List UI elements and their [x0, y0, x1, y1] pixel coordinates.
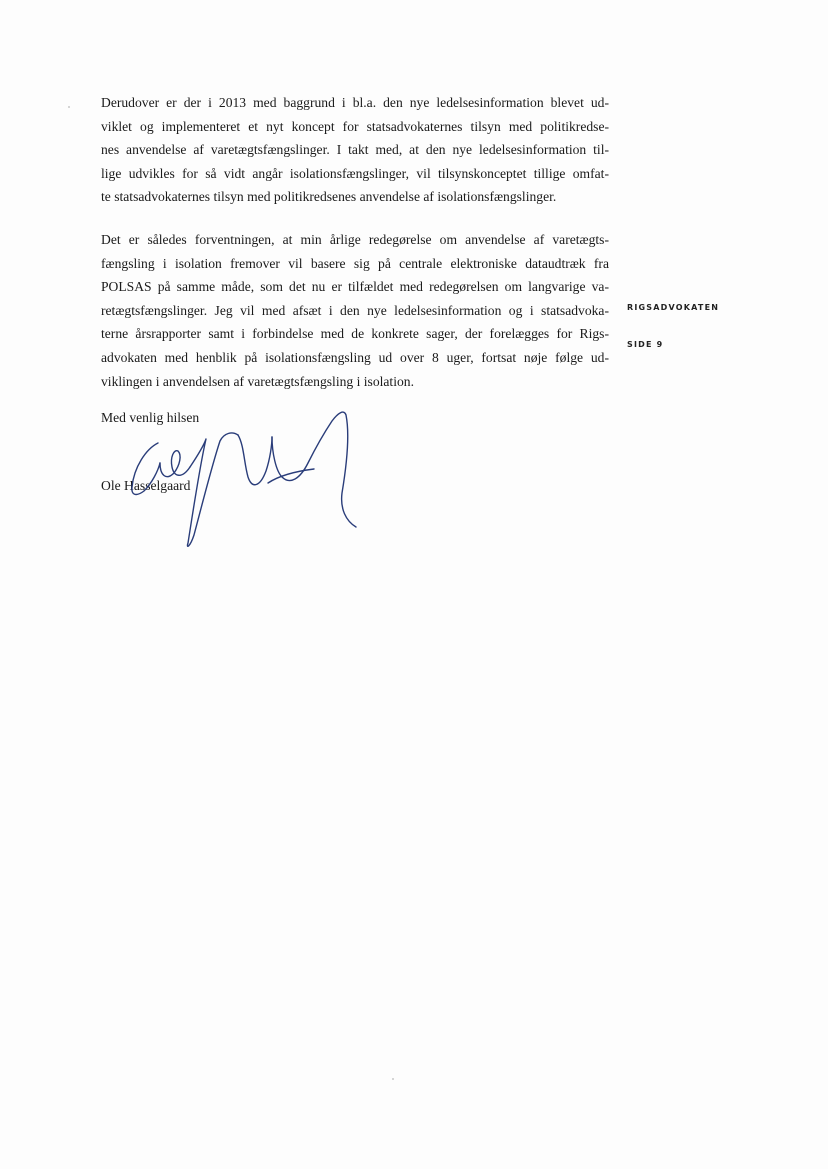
signer-last-name: Hasselgaard: [124, 478, 191, 493]
paragraph-line: nes anvendelse af varetægtsfængslinger. I takt med, at den nye ledelsesinformation til-: [101, 142, 609, 158]
handwritten-signature: [120, 405, 390, 555]
sidebar-organization: RIGSADVOKATEN: [627, 303, 720, 312]
paragraph-line: Det er således forventningen, at min årlige redegørelse om anvendelse af varetægts-: [101, 232, 609, 247]
closing-salutation: Med venlig hilsen: [101, 410, 200, 425]
signer-first-name: Ole: [101, 478, 121, 493]
sidebar-page-number: SIDE 9: [627, 340, 664, 349]
paragraph-line: fængsling i isolation fremover vil basere sig på centrale elektroniske dataudtræk fra: [101, 255, 609, 271]
paragraph-1: [101, 91, 609, 209]
paragraph-line: te statsadvokaternes tilsyn med politikredsenes anvendelse af isolationsfængslinger.: [101, 189, 557, 205]
paragraph-line: advokaten med henblik på isolationsfængsling ud over 8 uger, fortsat nøje følge ud-: [101, 349, 609, 365]
scan-speck: [392, 1078, 394, 1080]
paragraph-line: terne årsrapporter samt i forbindelse med de konkrete sager, der forelægges for Rigs-: [101, 326, 609, 342]
paragraph-line: Derudover er der i 2013 med baggrund i bl.a. den nye ledelsesinformation blevet ud-: [101, 95, 609, 110]
paragraph-2: [101, 228, 609, 393]
paragraph-line: lige udvikles for så vidt angår isolationsfængslinger, vil tilsynskonceptet tillige omfat-: [101, 165, 609, 181]
paragraph-line: viklingen i anvendelsen af varetægtsfængsling i isolation.: [101, 373, 414, 389]
scan-speck: [68, 106, 70, 108]
paragraph-line: viklet og implementeret et nyt koncept for statsadvokaternes tilsyn med politikredse-: [101, 118, 609, 134]
paragraph-line: retægtsfængslinger. Jeg vil med afsæt i den nye ledelsesinformation og i statsadvoka-: [101, 302, 609, 318]
paragraph-line: POLSAS på samme måde, som det nu er tilfældet med redegørelsen om langvarige va-: [101, 279, 609, 295]
